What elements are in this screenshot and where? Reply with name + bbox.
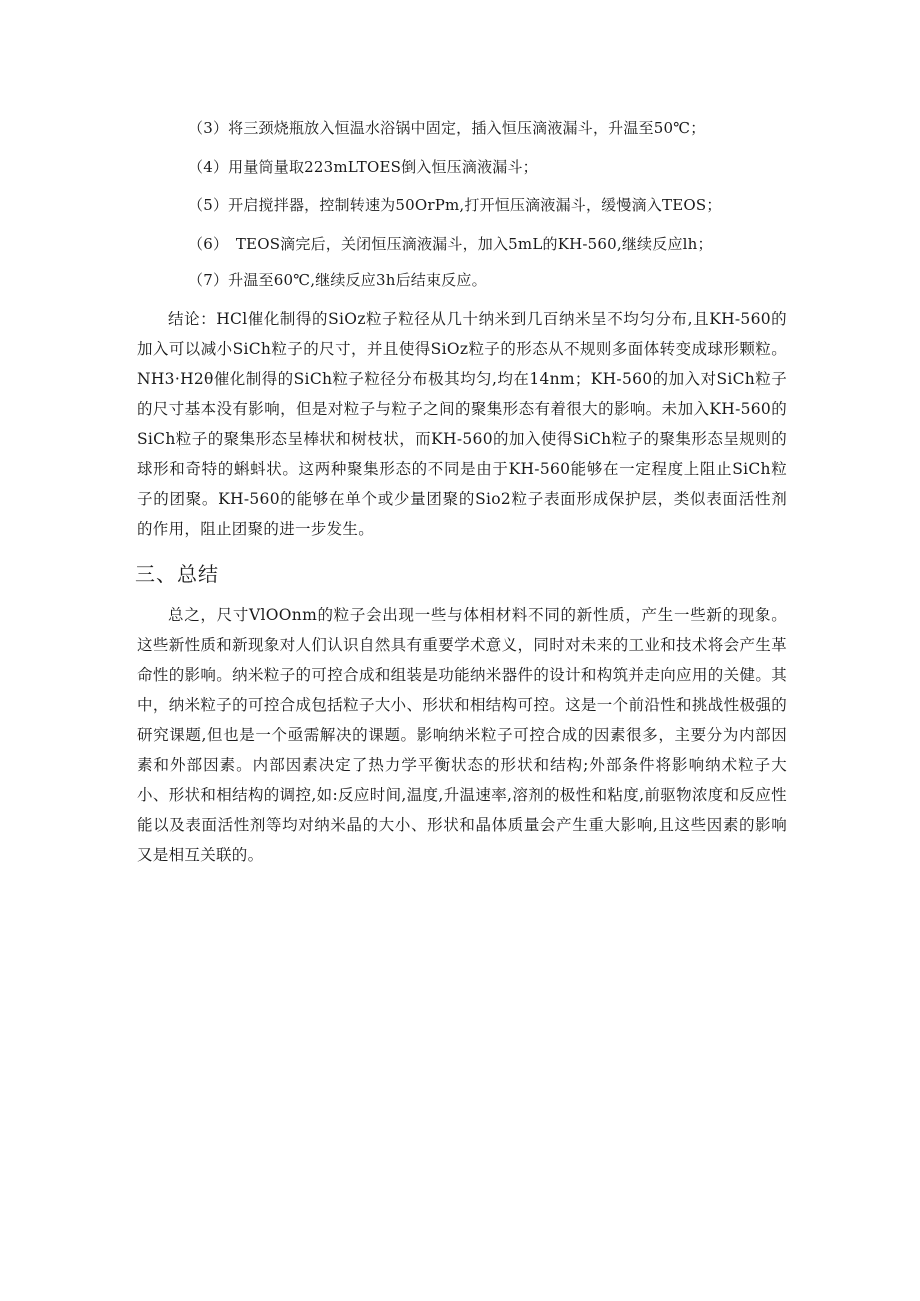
procedure-step-4: （4）用量筒量取223mLTOES倒入恒压滴液漏斗； [188,158,538,176]
procedure-step-6: （6） TEOS滴完后，关闭恒压滴液漏斗，加入5mL的KH-560,继续反应lh； [188,235,713,253]
procedure-step-7: （7）升温至60℃,继续反应3h后结束反应。 [188,271,487,289]
procedure-step-3: （3）将三颈烧瓶放入恒温水浴锅中固定，插入恒压滴液漏斗，升温至50℃； [188,119,706,137]
section-heading: 三、总结 [135,562,219,586]
procedure-step-5: （5）开启搅拌器，控制转速为50OrPm,打开恒压滴液漏斗，缓慢滴入TEOS； [188,196,722,214]
summary-paragraph: 总之，尺寸VlOOnm的粒子会出现一些与体相材料不同的新性质，产生一些新的现象。这些新性质和新现象对人们认识自然具有重要学术意义，同时对未来的工业和技术将会产生革命性的影响。纳米粒子的可控合成和组装是功能纳米器件的设计和构筑并走向应用的关健。其中，纳米粒子的可控合成包括粒子大小、形状和相结构可控。这是一个前沿性和挑战性极强的研究课题,但也是一个亟需解决的课题。影响纳米粒子可控合成的因素很多，主要分为内部因素和外部因素。内部因素决定了热力学平衡状态的形状和结构;外部条件将影响纳术粒子大小、形状和相结构的调控,如:反应时间,温度,升温速率,溶剂的极性和粘度,前驱物浓度和反应性能以及表面活性剂等均对纳米晶的大小、形状和晶体质量会产生重大影响,且这些因素的影响又是相互关联的。 [137,606,787,864]
conclusion-paragraph: 结论：HCl催化制得的SiOz粒子粒径从几十纳米到几百纳米呈不均匀分布,且KH-560的加入可以减小SiCh粒子的尺寸，并且使得SiOz粒子的形态从不规则多面体转变成球形颗粒。NH3·H2θ催化制得的SiCh粒子粒径分布极其均匀,均在14nm；KH-560的加入对SiCh粒子的尺寸基本没有影响，但是对粒子与粒子之间的聚集形态有着很大的影响。未加入KH-560的SiCh粒子的聚集形态呈棒状和树枝状，而KH-560的加入使得SiCh粒子的聚集形态呈规则的球形和奇特的蝌蚪状。这两种聚集形态的不同是由于KH-560能够在一定程度上阻止SiCh粒子的团聚。KH-560的能够在单个或少量团聚的Sio2粒子表面形成保护层，类似表面活性剂的作用，阻止团聚的进一步发生。 [137,310,787,538]
